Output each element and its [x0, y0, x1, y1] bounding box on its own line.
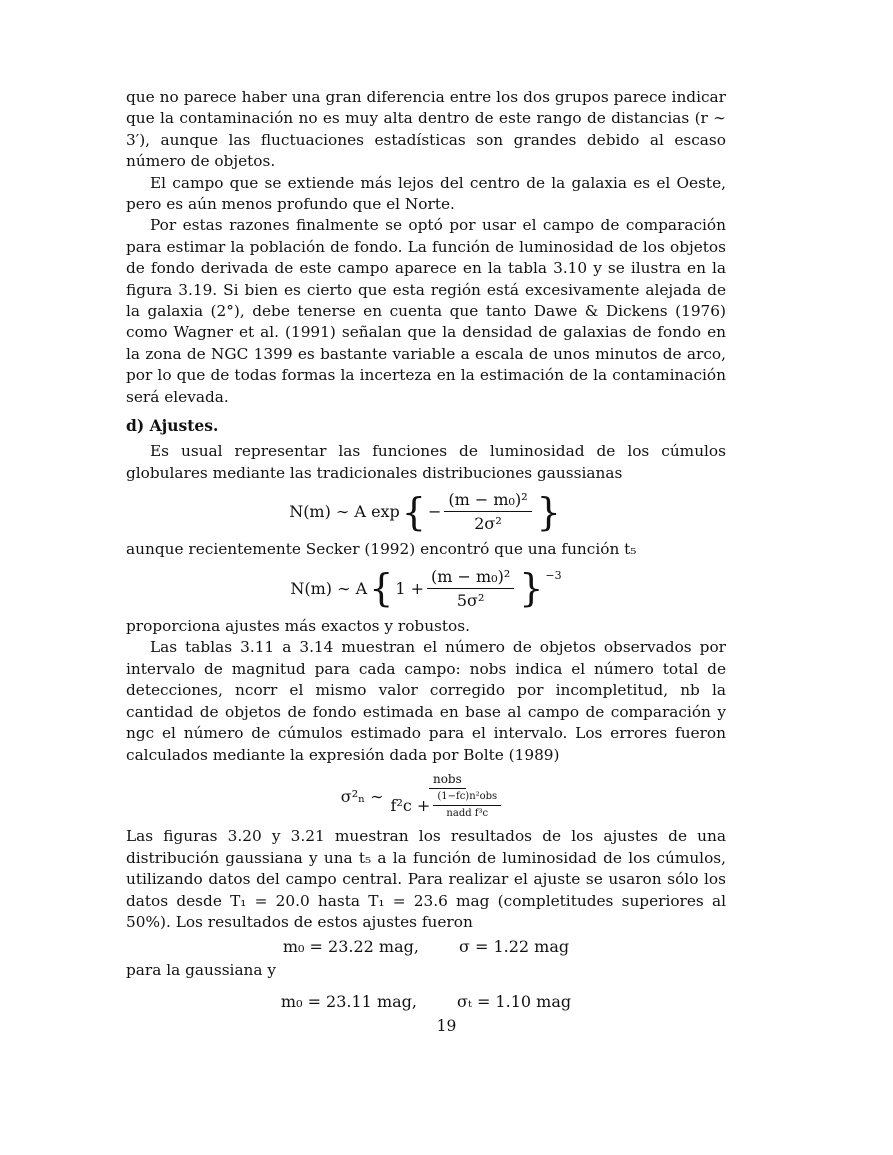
page-number: 19 [436, 1017, 457, 1035]
equation-t5-exponent: −3 [545, 568, 562, 582]
equation-bolte-lhs: σ²ₙ ∼ [340, 786, 384, 806]
page-body [126, 87, 726, 1015]
equation-t5-denominator: 5σ² [456, 590, 485, 610]
paragraph-8: Las figuras 3.20 y 3.21 muestran los resultados de los ajustes de una distribución gaussiana y una t₅ a la función de luminosidad de los cúmulos, utilizando datos del campo central. Para realizar el ajuste se usaron sólo los datos desde T₁ = 20.0 hasta T₁ = 23.6 mag (completitudes superiores al 50%). Los resultados de estos ajustes fueron [126, 827, 726, 931]
paragraph-9: para la gaussiana y [126, 961, 277, 980]
equation-t5-one: 1 + [395, 578, 424, 598]
equation-bolte-numerator: nobs [429, 772, 466, 789]
equation-bolte [126, 772, 726, 820]
equation-t5 [126, 567, 726, 610]
equation-t5-numerator: (m − m₀)² [427, 567, 514, 589]
equation-bolte-inner-numerator: (1−fc)n²obs [433, 791, 501, 806]
equation-bolte-denominator-a: f²c + [390, 796, 431, 816]
paragraph-7: Las tablas 3.11 a 3.14 muestran el número de objetos observados por intervalo de magnitud para cada campo: nobs indica el número total de detecciones, ncorr el mismo valor corregido por incompletitud, nb la cantidad de objetos de fondo estimada en base al campo de comparación y ngc el número de cúmulos estimado para el intervalo. Los errores fueron calculados mediante la expresión dada por Bolte (1989) [126, 638, 726, 764]
results-gaussian [126, 937, 726, 956]
right-brace: } [519, 566, 544, 611]
paragraph-2: El campo que se extiende más lejos del centro de la galaxia es el Oeste, pero es aún menos profundo que el Norte. [126, 173, 726, 214]
paragraph-6: proporciona ajustes más exactos y robustos. [126, 617, 470, 636]
paragraph-4: Es usual representar las funciones de luminosidad de los cúmulos globulares mediante las tradicionales distribuciones gaussianas [126, 442, 726, 482]
result-gaussian-m0: m₀ = 23.22 mag, [282, 937, 419, 957]
result-gaussian-sigma: σ = 1.22 mag [458, 937, 570, 957]
equation-gaussian-lhs: N(m) ∼ A exp [289, 502, 400, 522]
left-brace: { [369, 566, 394, 611]
equation-gaussian-fraction [444, 490, 531, 533]
equation-bolte-denominator [387, 789, 509, 820]
equation-t5-fraction [427, 567, 514, 610]
result-t5-sigma: σₜ = 1.10 mag [456, 991, 572, 1011]
equation-bolte-inner-denominator: nadd f³c [446, 808, 489, 820]
result-t5-m0: m₀ = 23.11 mag, [280, 991, 417, 1011]
equation-bolte-inner-fraction [433, 791, 501, 820]
paragraph-1: que no parece haber una gran diferencia entre los dos grupos parece indicar que la contaminación no es muy alta dentro de este rango de distancias (r ∼ 3′), aunque las fluctuaciones estadísticas son grandes debido al escaso número de objetos. [126, 88, 726, 171]
equation-gaussian [126, 490, 726, 533]
section-title: d) Ajustes. [126, 416, 219, 436]
minus-sign: − [427, 502, 442, 522]
equation-t5-lhs: N(m) ∼ A [290, 578, 368, 598]
equation-bolte-fraction [387, 772, 509, 820]
equation-gaussian-denominator: 2σ² [474, 514, 502, 534]
results-t5 [126, 992, 726, 1011]
right-brace: } [536, 489, 561, 534]
left-brace: { [401, 489, 426, 534]
paragraph-3: Por estas razones finalmente se optó por usar el campo de comparación para estimar la población de fondo. La función de luminosidad de los objetos de fondo derivada de este campo aparece en la tabla 3.10 y se ilustra en la figura 3.19. Si bien es cierto que esta región está excesivamente alejada de la galaxia (2°), debe tenerse en cuenta que tanto Dawe & Dickens (1976) como Wagner et al. (1991) señalan que la densidad de galaxias de fondo en la zona de NGC 1399 es bastante variable a escala de unos minutos de arco, por lo que de todas formas la incerteza en la estimación de la contaminación será elevada. [126, 216, 726, 406]
equation-gaussian-numerator: (m − m₀)² [444, 490, 531, 512]
paragraph-5: aunque recientemente Secker (1992) encontró que una función t₅ [126, 540, 637, 559]
